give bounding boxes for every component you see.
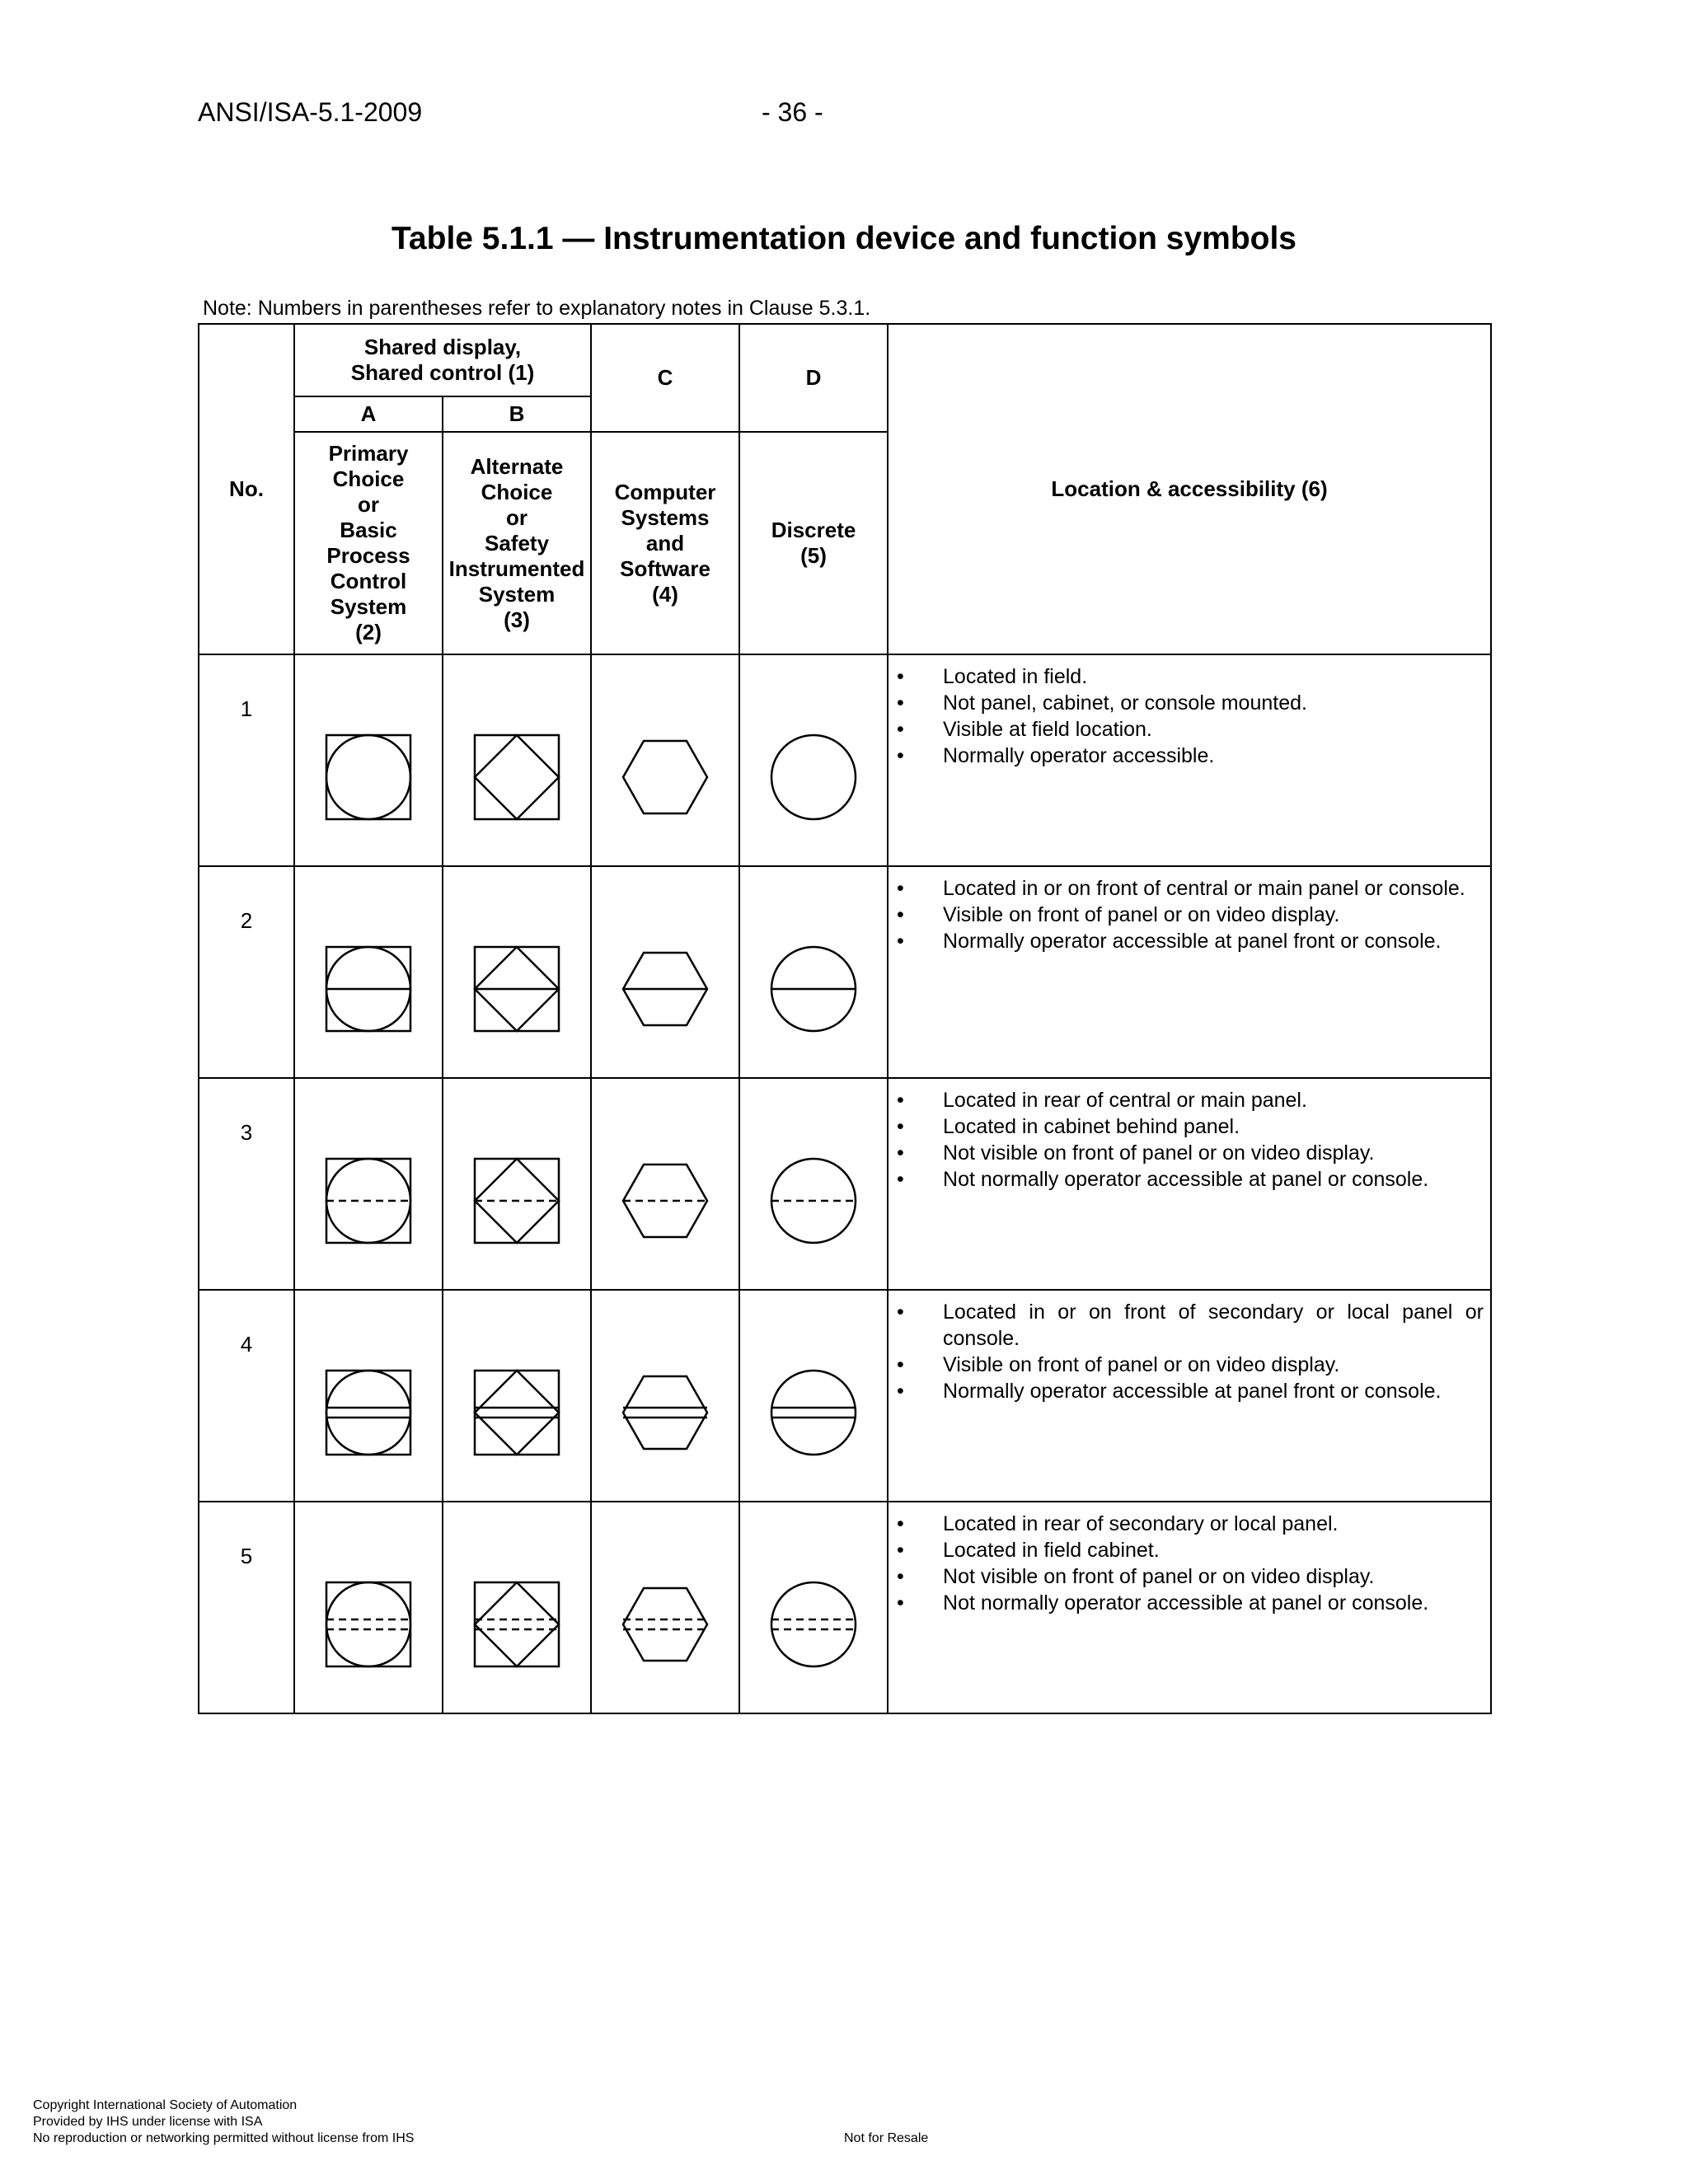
location-bullet: • Located in rear of secondary or local panel. — [889, 1511, 1484, 1537]
col-header-c: C — [591, 324, 739, 432]
location-cell — [888, 866, 1491, 1078]
symbol-cell-computer — [591, 1290, 739, 1502]
location-bullet: • Normally operator accessible. — [889, 743, 1484, 769]
symbol-cell-bpcs — [294, 1290, 443, 1502]
symbol-cell-discrete — [739, 1290, 888, 1502]
row-number: 3 — [199, 1078, 294, 1290]
col-header-a: A — [294, 396, 443, 432]
symbol-cell-discrete — [739, 1502, 888, 1713]
copyright-line: Copyright International Society of Automation — [33, 2098, 298, 2112]
location-bullet: • Located in or on front of secondary or local panel or console. — [889, 1299, 1484, 1352]
table-row — [199, 654, 1491, 866]
location-bullet: • Located in field cabinet. — [889, 1537, 1484, 1563]
discrete-symbol-icon — [768, 1155, 859, 1246]
col-header-location: Location & accessibility (6) — [888, 324, 1491, 654]
col-desc-b: Alternate Choice or Safety Instrumented System (3) — [443, 432, 591, 654]
location-bullet: • Not normally operator accessible at panel or console. — [889, 1590, 1484, 1616]
sis-symbol-icon — [471, 1367, 562, 1458]
location-list — [889, 663, 1484, 769]
location-bullet: • Not panel, cabinet, or console mounted. — [889, 690, 1484, 716]
symbol-cell-sis — [443, 1290, 591, 1502]
computer-symbol-icon — [620, 1579, 710, 1670]
row-number: 1 — [199, 654, 294, 866]
symbol-cell-discrete — [739, 654, 888, 866]
symbol-cell-bpcs — [294, 1078, 443, 1290]
location-cell — [888, 1078, 1491, 1290]
copyright-notice — [33, 2097, 414, 2147]
discrete-symbol-icon — [768, 1579, 859, 1670]
bpcs-symbol-icon — [323, 1155, 414, 1246]
bpcs-symbol-icon — [323, 944, 414, 1034]
location-bullet: • Visible at field location. — [889, 716, 1484, 743]
bpcs-symbol-icon — [323, 1367, 414, 1458]
row-number: 5 — [199, 1502, 294, 1713]
location-cell — [888, 1290, 1491, 1502]
symbol-cell-computer — [591, 866, 739, 1078]
symbol-cell-discrete — [739, 866, 888, 1078]
page-title: Table 5.1.1 — Instrumentation device and function symbols — [392, 221, 1296, 256]
row-number: 2 — [199, 866, 294, 1078]
location-list — [889, 1299, 1484, 1404]
location-bullet: • Visible on front of panel or on video display. — [889, 1352, 1484, 1378]
location-bullet: • Located in rear of central or main panel. — [889, 1087, 1484, 1113]
col-header-no: No. — [199, 324, 294, 654]
location-bullet: • Normally operator accessible at panel front or console. — [889, 928, 1484, 954]
discrete-symbol-icon — [768, 944, 859, 1034]
table-row — [199, 1502, 1491, 1713]
location-bullet: • Located in or on front of central or main panel or console. — [889, 875, 1484, 902]
col-desc-c: Computer Systems and Software (4) — [591, 432, 739, 654]
location-list — [889, 1087, 1484, 1193]
symbol-cell-bpcs — [294, 654, 443, 866]
col-header-shared: Shared display, Shared control (1) — [294, 324, 591, 396]
computer-symbol-icon — [620, 732, 710, 823]
symbol-cell-discrete — [739, 1078, 888, 1290]
table-row — [199, 1078, 1491, 1290]
location-bullet: • Not visible on front of panel or on video display. — [889, 1563, 1484, 1590]
symbol-cell-sis — [443, 866, 591, 1078]
symbol-cell-sis — [443, 1078, 591, 1290]
col-header-b: B — [443, 396, 591, 432]
col-desc-d: Discrete (5) — [739, 432, 888, 654]
license-line: Provided by IHS under license with ISA — [33, 2115, 263, 2129]
sis-symbol-icon — [471, 1155, 562, 1246]
col-header-d: D — [739, 324, 888, 432]
discrete-symbol-icon — [768, 732, 859, 823]
bpcs-symbol-icon — [323, 1579, 414, 1670]
location-bullet: • Not visible on front of panel or on video display. — [889, 1140, 1484, 1166]
standard-designation: ANSI/ISA-5.1-2009 — [198, 97, 423, 127]
sis-symbol-icon — [471, 1579, 562, 1670]
bpcs-symbol-icon — [323, 732, 414, 823]
location-list — [889, 875, 1484, 954]
discrete-symbol-icon — [768, 1367, 859, 1458]
symbol-cell-computer — [591, 654, 739, 866]
sis-symbol-icon — [471, 732, 562, 823]
page-number: - 36 - — [762, 97, 823, 127]
location-bullet: • Located in field. — [889, 663, 1484, 690]
col-desc-a: Primary Choice or Basic Process Control System (2) — [294, 432, 443, 654]
row-number: 4 — [199, 1290, 294, 1502]
symbols-table — [198, 323, 1492, 1714]
symbol-cell-bpcs — [294, 1502, 443, 1713]
sis-symbol-icon — [471, 944, 562, 1034]
computer-symbol-icon — [620, 1367, 710, 1458]
symbol-cell-bpcs — [294, 866, 443, 1078]
computer-symbol-icon — [620, 944, 710, 1034]
location-cell — [888, 1502, 1491, 1713]
reproduction-line: No reproduction or networking permitted without license from IHS — [33, 2131, 415, 2145]
location-cell — [888, 654, 1491, 866]
table-note: Note: Numbers in parentheses refer to explanatory notes in Clause 5.3.1. — [203, 297, 871, 320]
computer-symbol-icon — [620, 1155, 710, 1246]
location-list — [889, 1511, 1484, 1616]
symbol-cell-computer — [591, 1502, 739, 1713]
table-row — [199, 866, 1491, 1078]
table-row — [199, 1290, 1491, 1502]
location-bullet: • Normally operator accessible at panel front or console. — [889, 1378, 1484, 1404]
symbol-cell-sis — [443, 654, 591, 866]
symbol-cell-sis — [443, 1502, 591, 1713]
location-bullet: • Not normally operator accessible at panel or console. — [889, 1166, 1484, 1193]
symbol-cell-computer — [591, 1078, 739, 1290]
location-bullet: • Visible on front of panel or on video display. — [889, 902, 1484, 928]
not-for-resale: Not for Resale — [844, 2131, 929, 2145]
location-bullet: • Located in cabinet behind panel. — [889, 1113, 1484, 1140]
